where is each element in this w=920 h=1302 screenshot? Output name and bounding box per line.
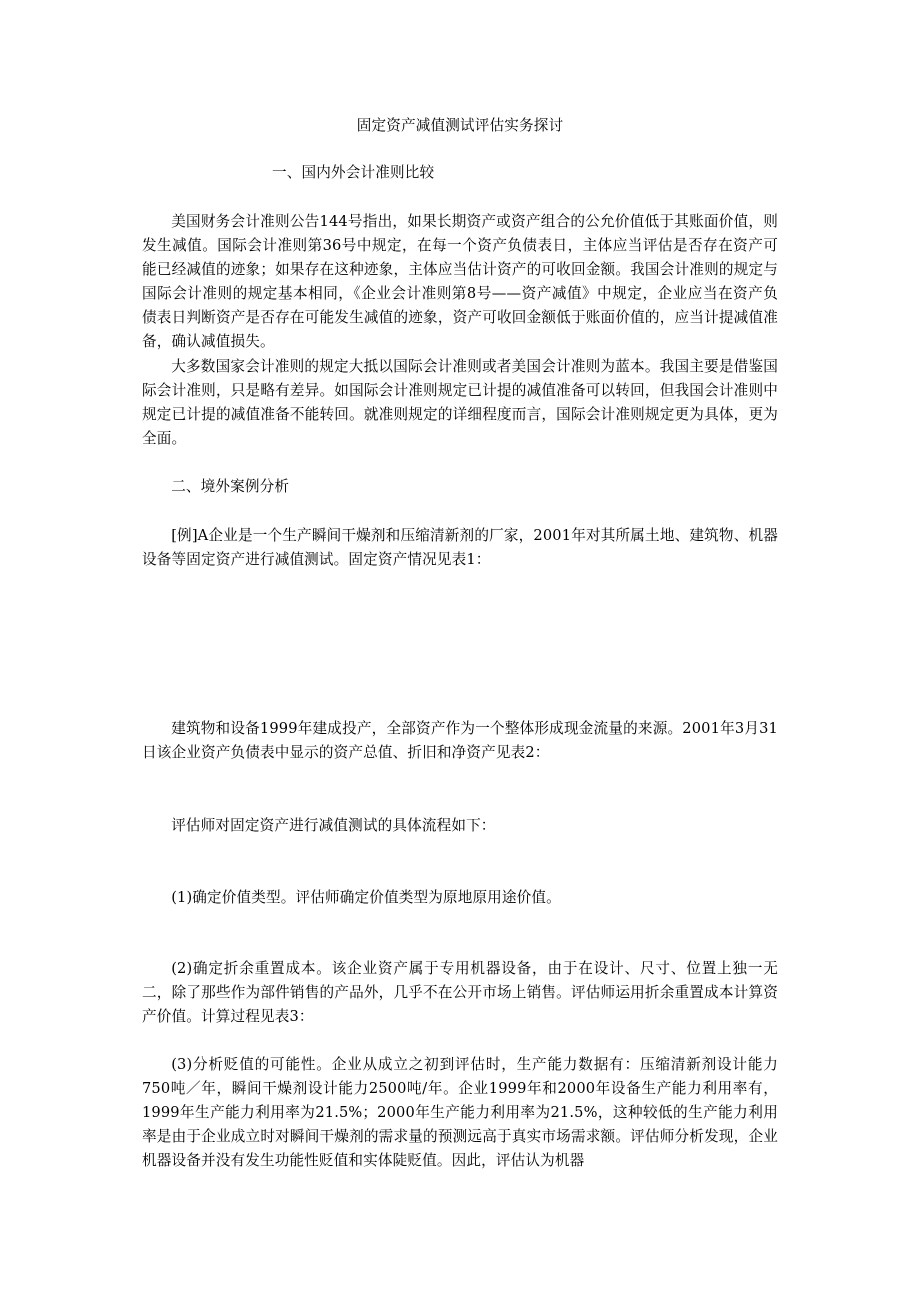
section1-paragraph-1: 美国财务会计准则公告144号指出，如果长期资产或资产组合的公允价值低于其账面价值，则发生减值。国际会计准则第36号中规定，在每一个资产负债表日，主体应当评估是否存在资产可能已经减值的迹象；如果存在这种迹象，主体应当估计资产的可收回金额。我国会计准则的规定与国际会计准则的规定基本相同，《企业会计准则第8号——资产减值》中规定，企业应当在资产负债表日判断资产是否存在可能发生减值的迹象，资产可收回金额低于账面价值的，应当计提减值准备，确认减值损失。 [142,213,778,350]
buildings-paragraph: 建筑物和设备1999年建成投产，全部资产作为一个整体形成现金流量的来源。2001年3月31日该企业资产负债表中显示的资产总值、折旧和净资产见表2： [142,720,778,761]
process-paragraph: 评估师对固定资产进行减值测试的具体流程如下： [171,817,496,834]
section2-heading: 二、境外案例分析 [171,478,290,495]
step-3-paragraph: (3)分析贬值的可能性。企业从成立之初到评估时，生产能力数据有：压缩清新剂设计能力750吨／年，瞬间干燥剂设计能力2500吨/年。企业1999年和2000年设备生产能力利用率有，1999年生产能力利用率为21.5%；2000年生产能力利用率为21.5%，这种较低的生产能力利用率是由于企业成立时对瞬间干燥剂的需求量的预测远高于真实市场需求额。评估师分析发现，企业机器设备并没有发生功能性贬值和实体陡贬值。因此，评估认为机器 [142,1056,778,1169]
example-paragraph: [例]A企业是一个生产瞬间干燥剂和压缩清新剂的厂家，2001年对其所属土地、建筑物、机器设备等固定资产进行减值测试。固定资产情况见表1： [142,527,778,568]
section1-paragraph-2: 大多数国家会计准则的规定大抵以国际会计准则或者美国会计准则为蓝本。我国主要是借鉴国际会计准则，只是略有差异。如国际会计准则规定已计提的减值准备可以转回，但我国会计准则中规定已计提的减值准备不能转回。就准则规定的详细程度而言，国际会计准则规定更为具体，更为全面。 [142,358,778,447]
section1-heading: 一、国内外会计准则比较 [272,164,435,181]
step-1-paragraph: (1)确定价值类型。评估师确定价值类型为原地原用途价值。 [171,889,561,906]
step-2-paragraph: (2)确定折余重置成本。该企业资产属于专用机器设备，由于在设计、尺寸、位置上独一无二，除了那些作为部件销售的产品外，几乎不在公开市场上销售。评估师运用折余重置成本计算资产价值。计算过程见表3： [142,960,778,1025]
document-title: 固定资产减值测试评估实务探讨 [356,117,564,134]
